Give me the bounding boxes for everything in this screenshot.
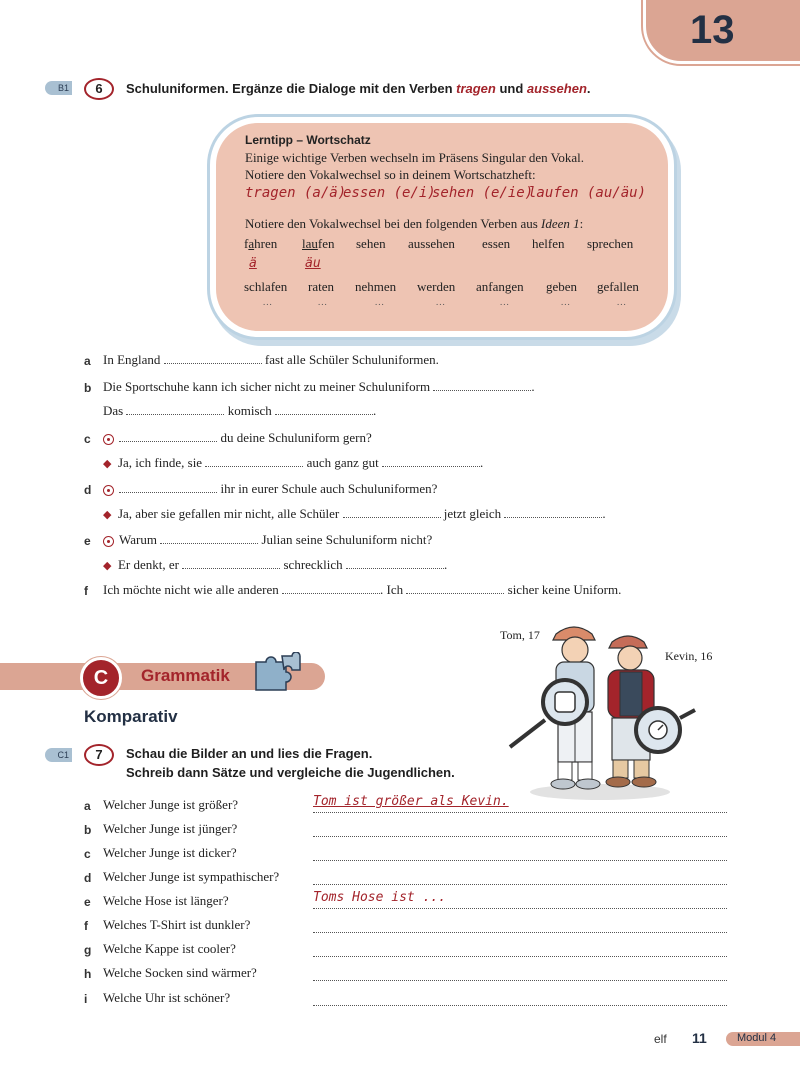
subsection-title: Komparativ xyxy=(84,707,178,726)
tip-title: Lerntipp – Wortschatz xyxy=(245,133,371,147)
fill-blank[interactable] xyxy=(205,456,303,467)
magnifier-icon xyxy=(636,708,695,752)
fill-blank[interactable] xyxy=(275,404,373,415)
vowel-note: äu xyxy=(305,256,321,271)
item-letter: f xyxy=(84,584,88,598)
speaker-diamond-icon: ◆ xyxy=(103,509,112,521)
level-tag: B1 xyxy=(45,81,72,95)
verb-cell: gefallen xyxy=(597,279,639,294)
fill-blank[interactable] xyxy=(119,431,217,442)
verb-cell: werden xyxy=(417,279,456,294)
fill-blank[interactable] xyxy=(382,456,480,467)
answer-dots: ... xyxy=(436,297,446,307)
item-letter: f xyxy=(84,919,88,933)
fill-blank[interactable] xyxy=(182,558,280,569)
fill-blank[interactable] xyxy=(346,558,444,569)
speaker-diamond-icon: ◆ xyxy=(103,458,112,470)
exercise-instruction: Schuluniformen. Ergänze die Dialoge mit den Verben tragen und aussehen. xyxy=(126,81,591,96)
exercise-instruction: Schau die Bilder an und lies die Fragen. xyxy=(126,746,373,761)
speaker-circle-icon xyxy=(103,536,114,547)
page-number: 11 xyxy=(692,1030,707,1046)
verb-cell: nehmen xyxy=(355,279,397,294)
verb-cell: essen xyxy=(482,236,511,251)
item-letter: i xyxy=(84,992,88,1006)
question-text: Welche Socken sind wärmer? xyxy=(103,965,257,980)
answer-dots: ... xyxy=(263,297,273,307)
answer-dots: ... xyxy=(375,297,385,307)
level-tag: C1 xyxy=(45,748,72,762)
verb-cell: anfangen xyxy=(476,279,524,294)
speaker-circle-icon xyxy=(103,434,114,445)
example-verb: laufen (au/äu) xyxy=(528,185,647,201)
section-letter: C xyxy=(80,657,122,699)
example-verb: sehen (e/ie) xyxy=(432,185,534,201)
answer-dots: ... xyxy=(318,297,328,307)
item-letter: e xyxy=(84,534,91,548)
question-text: Welcher Junge ist größer? xyxy=(103,797,239,812)
item-letter: c xyxy=(84,432,91,446)
question-text: Welche Uhr ist schöner? xyxy=(103,990,231,1005)
exercise-instruction: Schreib dann Sätze und vergleiche die Jugendlichen. xyxy=(126,765,455,780)
example-verb: tragen (a/ä) xyxy=(245,185,347,201)
item-letter: b xyxy=(84,823,92,837)
verb-cell: helfen xyxy=(532,236,565,251)
verb-cell: laufen xyxy=(302,236,335,251)
verb-cell: raten xyxy=(308,279,334,294)
footer-book: elf xyxy=(654,1032,667,1046)
item-letter: d xyxy=(84,871,92,885)
answer-dots: ... xyxy=(500,297,510,307)
question-text: Welche Kappe ist cooler? xyxy=(103,941,236,956)
answer-dots: ... xyxy=(561,297,571,307)
sentence-line: ihr in eurer Schule auch Schuluniformen? xyxy=(103,481,437,497)
answer-line[interactable] xyxy=(313,991,727,1006)
question-text: Welches T-Shirt ist dunkler? xyxy=(103,917,251,932)
sentence-line: ◆ Er denkt, er schrecklich . xyxy=(103,557,448,572)
speaker-diamond-icon: ◆ xyxy=(103,560,112,572)
sentence-line: du deine Schuluniform gern? xyxy=(103,430,372,446)
speaker-circle-icon xyxy=(103,485,114,496)
puzzle-icon xyxy=(252,652,304,692)
sentence-line: In England fast alle Schüler Schuluniformen. xyxy=(103,352,439,367)
verb-cell: schlafen xyxy=(244,279,288,294)
fill-blank[interactable] xyxy=(126,404,224,415)
sentence-line: Das komisch . xyxy=(103,403,377,418)
fill-blank[interactable] xyxy=(504,507,602,518)
tip-line: Notiere den Vokalwechsel so in deinem Wortschatzheft: xyxy=(245,167,536,182)
answer-line[interactable] xyxy=(313,870,727,885)
item-letter: a xyxy=(84,354,91,368)
answer-line[interactable] xyxy=(313,942,727,957)
answer-text: Tom ist größer als Kevin. xyxy=(313,794,509,809)
answer-line[interactable] xyxy=(313,966,727,981)
example-verb: essen (e/i) xyxy=(343,185,436,201)
sentence-line: Warum Julian seine Schuluniform nicht? xyxy=(103,532,432,548)
tom-label: Tom, 17 xyxy=(500,628,540,642)
fill-blank[interactable] xyxy=(164,353,262,364)
fill-blank[interactable] xyxy=(160,533,258,544)
answer-line[interactable] xyxy=(313,822,727,837)
kevin-label: Kevin, 16 xyxy=(665,649,713,663)
question-text: Welcher Junge ist dicker? xyxy=(103,845,237,860)
exercise-number: 6 xyxy=(84,78,114,100)
tip-line: Notiere den Vokalwechsel bei den folgenden Verben aus Ideen 1: xyxy=(245,216,584,231)
footer-module: Modul 4 xyxy=(737,1032,777,1044)
fill-blank[interactable] xyxy=(406,583,504,594)
fill-blank[interactable] xyxy=(433,380,531,391)
sentence-line: Ich möchte nicht wie alle anderen . Ich sicher keine Uniform. xyxy=(103,582,622,597)
verb-cell: fahren xyxy=(244,236,278,251)
exercise-number: 7 xyxy=(84,744,114,766)
tip-line: Einige wichtige Verben wechseln im Präsens Singular den Vokal. xyxy=(245,150,585,165)
fill-blank[interactable] xyxy=(282,583,380,594)
answer-line[interactable] xyxy=(313,918,727,933)
answer-dots: ... xyxy=(617,297,627,307)
item-letter: h xyxy=(84,967,92,981)
answer-line[interactable] xyxy=(313,846,727,861)
item-letter: c xyxy=(84,847,91,861)
sentence-line: ◆ Ja, aber sie gefallen mir nicht, alle Schüler jetzt gleich . xyxy=(103,506,606,521)
item-letter: b xyxy=(84,381,92,395)
item-letter: e xyxy=(84,895,91,909)
item-letter: d xyxy=(84,483,92,497)
question-text: Welche Hose ist länger? xyxy=(103,893,229,908)
verb-cell: sehen xyxy=(356,236,386,251)
boys-illustration xyxy=(500,612,700,807)
answer-text: Toms Hose ist ... xyxy=(313,890,447,905)
question-text: Welcher Junge ist sympathischer? xyxy=(103,869,280,884)
fill-blank[interactable] xyxy=(119,482,217,493)
verb-cell: sprechen xyxy=(587,236,634,251)
verb-cell: geben xyxy=(546,279,578,294)
sentence-line: Die Sportschuhe kann ich sicher nicht zu meiner Schuluniform . xyxy=(103,379,535,394)
section-title: Grammatik xyxy=(141,666,230,685)
vowel-note: ä xyxy=(249,256,257,271)
fill-blank[interactable] xyxy=(343,507,441,518)
item-letter: a xyxy=(84,799,91,813)
question-text: Welcher Junge ist jünger? xyxy=(103,821,238,836)
item-letter: g xyxy=(84,943,92,957)
verb-cell: aussehen xyxy=(408,236,455,251)
chapter-number: 13 xyxy=(690,8,735,52)
sentence-line: ◆ Ja, ich finde, sie auch ganz gut . xyxy=(103,455,484,470)
